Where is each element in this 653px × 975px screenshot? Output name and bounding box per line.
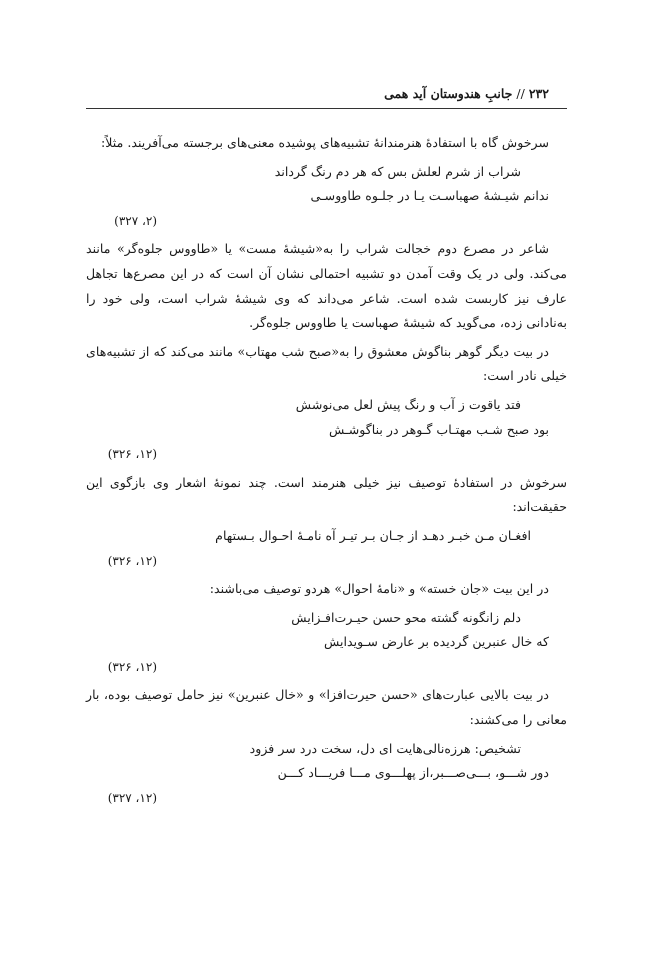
verse-1-line-2: ندانم شیـشهٔ صهباسـت یـا در جلـوه طاووسـی (310, 188, 549, 204)
book-page (86, 86, 567, 814)
verse-5-line-2: دور شـــو، بـــی‌صـــبر،از پهلـــوی مـــا فریـــاد کـــن (277, 765, 549, 781)
verse-5-line-1: تشخیص: هرزه‌نالی‌هایت ای دل، سخت درد سر فزود (249, 740, 521, 756)
paragraph-5: در این بیت «جان خسته» و «نامهٔ احوال» هردو توصیف می‌باشند: (209, 581, 549, 597)
verse-2-line-2: بود صبح شـب مهتـاب گـوهر در بناگوشـش (328, 421, 549, 437)
header-separator: // (516, 86, 525, 101)
citation-3: (۱۲، ۳۲۶) (107, 553, 157, 568)
page-number: ۲۳۲ (528, 86, 549, 101)
paragraph-3: در بیت دیگر گوهر بناگوش معشوق را به«صبح شب مهتاب» مانند می‌کند که از تشبیه‌های خیلی نادر است: (86, 343, 567, 384)
citation-5: (۱۲، ۳۲۷) (107, 790, 157, 805)
citation-1: (۲، ۳۲۷) (114, 213, 157, 228)
paragraph-4: سرخوش در استفادهٔ توصیف نیز خیلی هنرمند است. چند نمونهٔ اشعار وی بازگوی این حقیقت‌اند: (86, 474, 567, 515)
citation-2: (۱۲، ۳۲۶) (107, 447, 157, 462)
page-content (86, 131, 567, 810)
header-rule (86, 108, 567, 109)
verse-4-line-1: دلم زانگونه گشته محو حسن حیـرت‌افـزایش (291, 609, 521, 625)
paragraph-6: در بیت بالایی عبارت‌های «حسن حیرت‌افزا» و «خال عنبرین» نیز حامل توصیف بوده، بار معانی را می‌کشند: (86, 687, 567, 728)
verse-4-line-2: که خال عنبرین گردیده بر عارض سـویدایش (324, 634, 549, 650)
running-title: جانبِ هندوستان آید همی (384, 86, 513, 101)
verse-1-line-1: شراب از شرم لعلش بس که هر دم رنگ گرداند (274, 163, 521, 179)
paragraph-1: سرخوش گاه با استفادهٔ هنرمندانهٔ تشبیه‌های پوشیده معنی‌های برجسته می‌آفریند. مثلاً: (101, 135, 549, 150)
paragraph-2: شاعر در مصرع دوم خجالت شراب را به«شیشهٔ مست» یا «طاووس جلوه‌گر» مانند می‌کند. ولی در یک وقت آمدن دو تشبیه احتمالی نشان آن است که در این مصرع‌ها تجاهل عارف نیز کاربست شده است. شاعر می‌داند که وی شیشهٔ شراب است، ولی خود را به‌نادانی زده، می‌گوید که شیشهٔ صهباست یا طاووس جلوه‌گر. (86, 241, 567, 331)
verse-3: افغـان مـن خبـر دهـد از جـان بـر تیـر آه نامـهٔ احـوال بـستهام (215, 527, 531, 543)
citation-4: (۱۲، ۳۲۶) (107, 659, 157, 674)
running-header (86, 86, 567, 106)
verse-2-line-1: فتد یاقوت ز آب و رنگ پیش لعل می‌نوشش (295, 396, 521, 412)
